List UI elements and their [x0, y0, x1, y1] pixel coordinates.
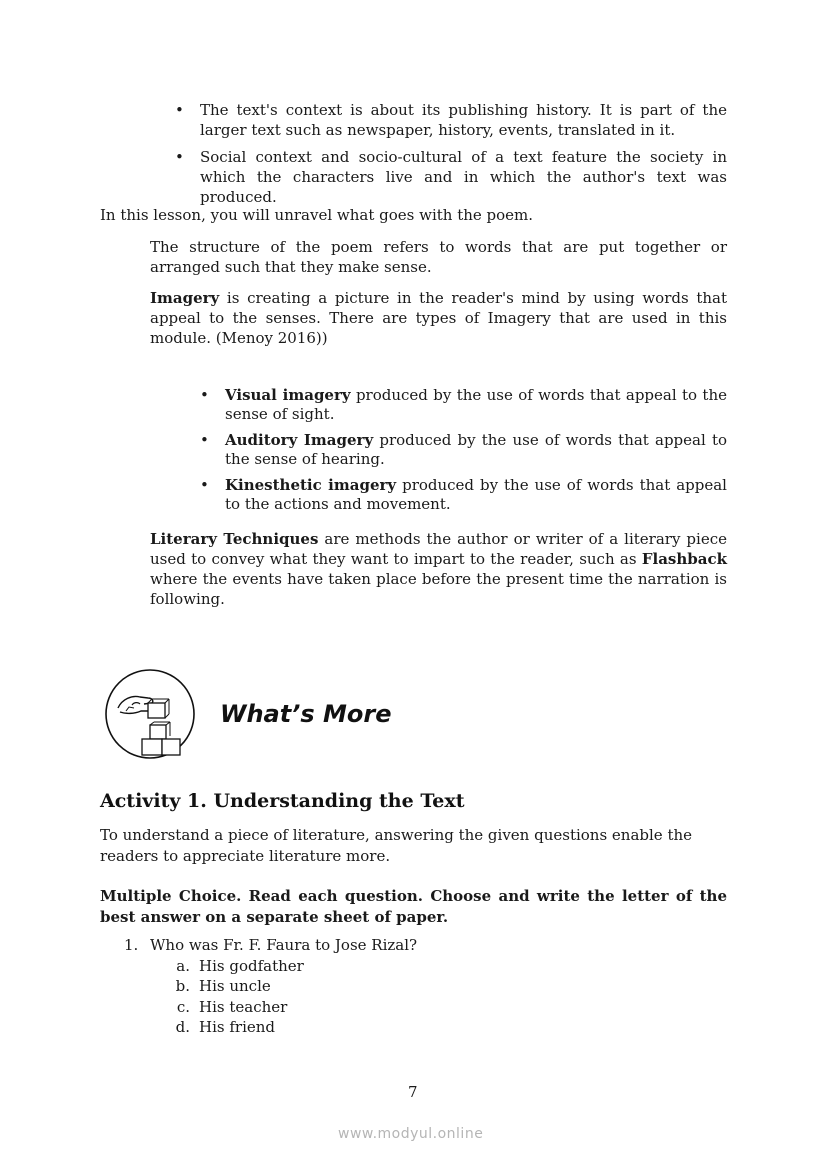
list-item — [200, 431, 728, 468]
hand-stacking-blocks-icon — [104, 668, 196, 760]
section-title: What’s More — [220, 700, 392, 728]
bullet-icon: • — [200, 476, 209, 494]
list-item — [162, 1017, 724, 1038]
lesson-intro: In this lesson, you will unravel what goes with the poem. — [100, 206, 534, 224]
page-number: 7 — [408, 1083, 418, 1101]
activity-intro: To understand a piece of literature, answering the given questions enable the readers to appreciate literature more. — [100, 826, 693, 865]
list-item — [162, 976, 724, 997]
bullet-icon: • — [175, 101, 184, 119]
list-item — [175, 100, 727, 140]
context-bullet-text: Social context and socio-cultural of a text feature the society in which the characters live and in which the author's text was produced. — [200, 148, 727, 206]
bullet-icon: • — [175, 148, 184, 166]
choice-text: His teacher — [199, 997, 288, 1016]
imagery-term: Imagery — [150, 289, 220, 307]
literary-techniques-term: Literary Techniques — [150, 530, 319, 548]
choice-letter: a. — [176, 956, 190, 975]
list-item — [200, 476, 727, 513]
bullet-icon: • — [200, 386, 209, 404]
imagery-type-text: produced by the use of words that appeal to the sense of hearing. — [225, 431, 728, 468]
context-bullet-text: The text's context is about its publishing history. It is part of the larger text such as newspaper, history, events, translated in it. — [200, 101, 727, 139]
imagery-type-term: Kinesthetic imagery — [225, 476, 397, 494]
choice-letter: c. — [176, 997, 190, 1016]
choice-text: His godfather — [199, 956, 304, 975]
imagery-type-term: Visual imagery — [225, 386, 351, 404]
choice-letter: b. — [175, 977, 190, 995]
watermark: www.modyul.online — [338, 1126, 484, 1142]
imagery-paragraph — [150, 288, 727, 348]
question-stem — [124, 935, 724, 956]
question-1 — [124, 935, 724, 1038]
imagery-definition: is creating a picture in the reader's mind by using words that appeal to the senses. There are types of Imagery that are used in this module. (Menoy 2016)) — [150, 289, 727, 347]
choice-text: His friend — [199, 1018, 276, 1036]
imagery-type-term: Auditory Imagery — [225, 431, 374, 449]
choice-text: His uncle — [199, 977, 271, 995]
literary-techniques-paragraph — [150, 529, 727, 609]
instructions: Multiple Choice. Read each question. Choose and write the letter of the best answer on a separate sheet of paper. — [100, 887, 727, 926]
question-text: Who was Fr. F. Faura to Jose Rizal? — [150, 936, 418, 954]
literary-techniques-text-end: where the events have taken place before the present time the narration is following. — [150, 570, 727, 608]
question-number: 1. — [124, 936, 139, 954]
list-item — [162, 956, 724, 977]
bullet-icon: • — [200, 431, 209, 449]
activity-title: Activity 1. Understanding the Text — [100, 790, 465, 812]
structure-paragraph: The structure of the poem refers to words that are put together or arranged such that they make sense. — [150, 238, 727, 276]
imagery-type-text: produced by the use of words that appeal to the actions and movement. — [225, 476, 727, 513]
choice-letter: d. — [175, 1018, 190, 1036]
list-item — [162, 997, 724, 1018]
list-item — [175, 147, 727, 207]
choices-list — [162, 956, 724, 1038]
imagery-type-text: produced by the use of words that appeal to the sense of sight. — [225, 386, 727, 423]
flashback-term: Flashback — [641, 550, 727, 568]
imagery-types-list — [200, 386, 728, 513]
list-item — [200, 386, 727, 423]
context-bullet-list — [175, 100, 727, 207]
literary-techniques-text: are methods the author or writer of a literary piece used to convey what they want to impart to the reader, such as — [150, 530, 727, 568]
